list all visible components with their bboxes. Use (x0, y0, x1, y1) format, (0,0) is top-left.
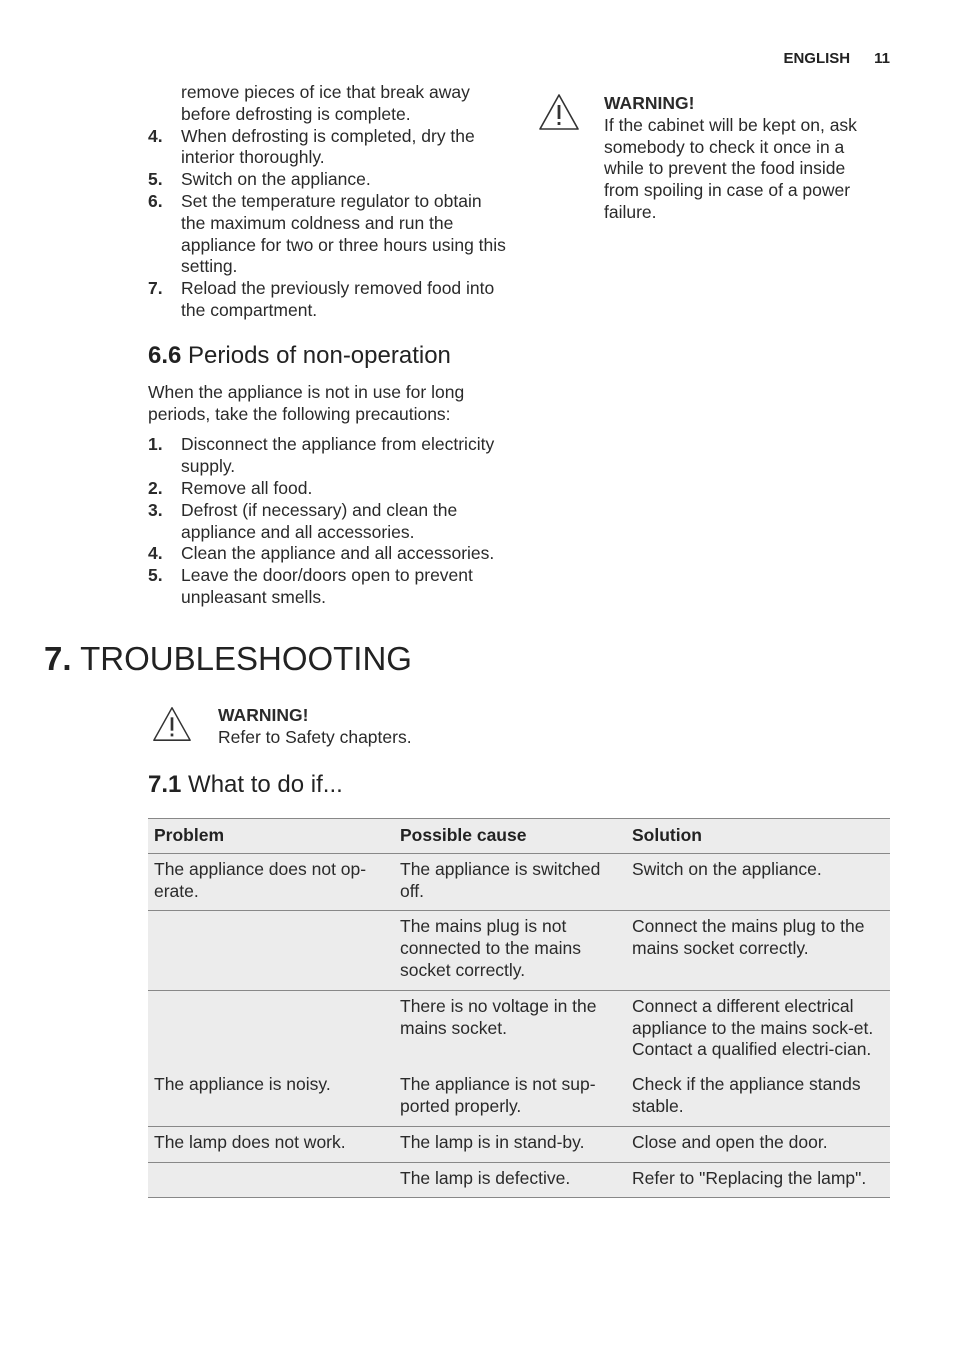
table-cell-problem (148, 911, 394, 990)
list-item (148, 434, 508, 478)
section-7-1-heading (148, 771, 343, 799)
list-item (148, 169, 508, 191)
steps-top-list (148, 126, 508, 322)
list-item (148, 500, 508, 544)
table-cell-cause: The mains plug is not connected to the mains socket correctly. (394, 911, 626, 990)
list-item (148, 478, 508, 500)
table-cell-cause: The appliance is switched off. (394, 853, 626, 911)
table-cell-solution: Refer to "Replacing the lamp". (626, 1162, 890, 1198)
table-row (148, 1069, 890, 1126)
chapter-heading (44, 640, 412, 678)
warning-title: WARNING! (218, 705, 309, 725)
page-header (783, 50, 890, 67)
list-number: 4. (148, 125, 163, 146)
list-item (148, 565, 508, 609)
warning-triangle-icon (152, 705, 192, 749)
section-number: 7.1 (148, 771, 182, 798)
column-header-problem: Problem (148, 819, 394, 854)
list-number: 6. (148, 190, 163, 211)
warning-box (538, 93, 868, 224)
section-intro: When the appliance is not in use for long periods, take the following precautions: (148, 381, 465, 424)
warning-text: If the cabinet will be kept on, ask somebody to check it once in a while to prevent the food inside from spoiling in case of a power failure. (604, 114, 857, 222)
list-text: Defrost (if necessary) and clean the appliance and all accessories. (181, 499, 458, 542)
header-page-number: 11 (874, 50, 890, 67)
table-row (148, 1162, 890, 1198)
warning-triangle-icon (538, 93, 580, 137)
list-number: 2. (148, 477, 163, 498)
table-header-row (148, 819, 890, 854)
table-cell-cause: There is no voltage in the mains socket. (394, 990, 626, 1069)
section-title: What to do if... (188, 771, 343, 798)
warning-text: Refer to Safety chapters. (218, 726, 412, 747)
list-text: Set the temperature regulator to obtain the maximum coldness and run the appliance for two or three hours using this setting. (181, 190, 506, 277)
troubleshooting-table (148, 818, 890, 1198)
table-cell-problem: The lamp does not work. (148, 1126, 394, 1162)
list-number: 5. (148, 169, 163, 190)
table-row (148, 853, 890, 911)
column-header-cause: Possible cause (394, 819, 626, 854)
list-number: 5. (148, 565, 163, 586)
header-language: ENGLISH (783, 50, 851, 67)
list-number: 4. (148, 543, 163, 564)
table-cell-cause: The appliance is not sup-ported properly. (394, 1069, 626, 1126)
list-text: Clean the appliance and all accessories. (181, 543, 495, 564)
table-cell-solution: Connect the mains plug to the mains socket correctly. (626, 911, 890, 990)
continuation-text: remove pieces of ice that break away before defrosting is complete. (181, 82, 470, 124)
table-cell-solution: Check if the appliance stands stable. (626, 1069, 890, 1126)
table-cell-problem: The appliance is noisy. (148, 1069, 394, 1126)
section-6-6-heading (148, 342, 508, 370)
list-text: Remove all food. (181, 477, 313, 498)
list-text: When defrosting is completed, dry the interior thoroughly. (181, 125, 475, 168)
list-number: 7. (148, 278, 163, 299)
precautions-list (148, 434, 508, 608)
table-row (148, 911, 890, 990)
table-cell-cause: The lamp is defective. (394, 1162, 626, 1198)
list-number: 1. (148, 434, 163, 455)
section-title: Periods of non-operation (188, 341, 451, 369)
chapter-number: 7. (44, 640, 72, 677)
table-row (148, 990, 890, 1069)
left-column (148, 82, 508, 609)
list-item (148, 126, 508, 170)
table-cell-cause: The lamp is in stand-by. (394, 1126, 626, 1162)
table-cell-problem (148, 990, 394, 1069)
list-text: Switch on the appliance. (181, 169, 371, 190)
list-item (148, 543, 508, 565)
list-item (148, 278, 508, 322)
table-cell-solution: Switch on the appliance. (626, 853, 890, 911)
chapter-title: TROUBLESHOOTING (80, 640, 412, 677)
table-cell-solution: Close and open the door. (626, 1126, 890, 1162)
table-row (148, 1126, 890, 1162)
column-header-solution: Solution (626, 819, 890, 854)
table-cell-problem (148, 1162, 394, 1198)
list-text: Disconnect the appliance from electricity supply. (181, 434, 495, 477)
warning-title: WARNING! (604, 93, 695, 113)
right-column (538, 93, 868, 224)
list-item (148, 191, 508, 278)
section-number: 6.6 (148, 341, 182, 369)
list-number: 3. (148, 499, 163, 520)
table-cell-solution: Connect a different electrical appliance to the mains sock-et. Contact a qualified electri-cian. (626, 990, 890, 1069)
list-text: Reload the previously removed food into the compartment. (181, 278, 495, 320)
list-text: Leave the door/doors open to prevent unpleasant smells. (181, 565, 473, 607)
table-cell-problem: The appliance does not op-erate. (148, 853, 394, 911)
